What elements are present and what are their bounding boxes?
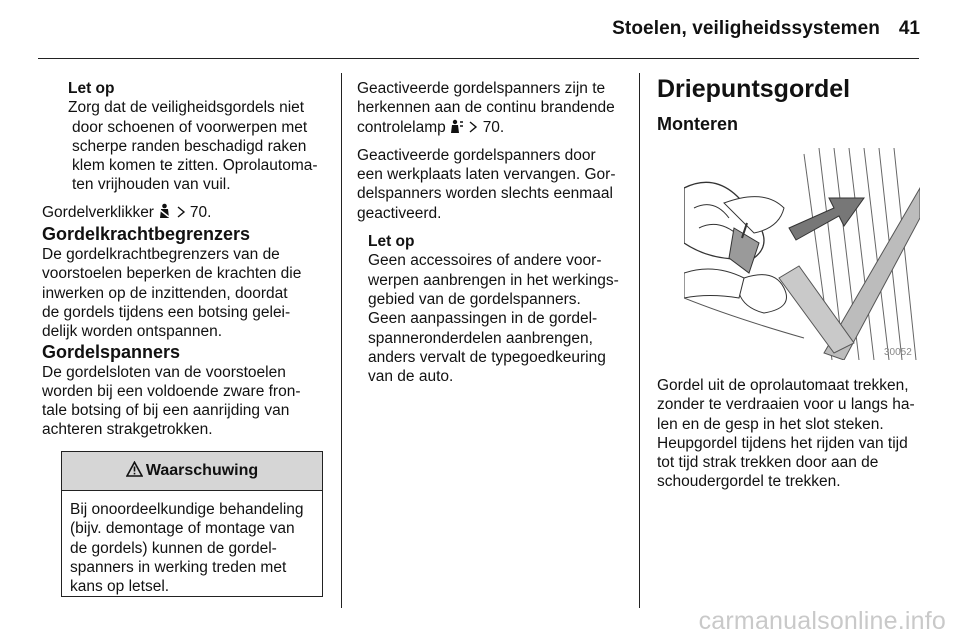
- column-right: [657, 74, 925, 135]
- header-rule: [38, 58, 919, 59]
- note-line: klem komen te zitten. Oprolautoma-: [72, 157, 318, 175]
- limiter-line: inwerken op de inzittenden, doordat: [42, 284, 288, 302]
- p1-last-text: controlelamp: [357, 118, 446, 136]
- para-line: Gordel uit de oprolautomaat trekken,: [657, 377, 909, 394]
- p1-page-ref: 70.: [482, 118, 505, 136]
- note-line: scherpe randen beschadigd raken: [72, 137, 307, 155]
- warning-body: [62, 491, 322, 605]
- note-line: ten vrijhouden van vuil.: [72, 176, 231, 194]
- page-ref-arrow-icon: [468, 120, 478, 139]
- note-line: door schoenen of voorwerpen met: [72, 118, 308, 136]
- figure-code: 30052: [884, 347, 912, 358]
- note-line: Geen aanpassingen in de gordel-: [368, 310, 598, 328]
- note-line: spanneronderdelen aanbrengen,: [368, 329, 593, 347]
- page-ref-arrow-icon: [176, 205, 186, 224]
- note-block-2: [357, 232, 632, 386]
- p1-line: Geactiveerde gordelspanners zijn te: [357, 80, 606, 97]
- limiter-heading: Gordelkrachtbegrenzers: [42, 224, 251, 245]
- clicker-text: Gordelverklikker: [42, 203, 154, 221]
- p2-line: geactiveerd.: [357, 204, 442, 222]
- p2-line: Geactiveerde gordelspanners door: [357, 146, 596, 164]
- note-label: Let op: [368, 233, 415, 251]
- clicker-page-ref: 70.: [189, 203, 212, 221]
- para-line: len en de gesp in het slot steken.: [657, 415, 884, 433]
- watermark: carmanualsonline.info: [698, 607, 946, 635]
- clicker-line: [42, 203, 332, 224]
- warning-line: de gordels) kunnen de gordel-: [70, 539, 277, 557]
- p1-line: herkennen aan de continu brandende: [357, 99, 615, 117]
- tensioner-line: De gordelsloten van de voorstoelen: [42, 363, 286, 381]
- warning-line: (bijv. demontage of montage van: [70, 520, 295, 538]
- para-line: Heupgordel tijdens het rijden van tijd: [657, 434, 908, 452]
- page-number: 41: [898, 18, 920, 39]
- column-middle: [357, 79, 632, 386]
- column-divider-left: [341, 73, 342, 608]
- limiter-line: De gordelkrachtbegrenzers van de: [42, 246, 280, 264]
- note-line: gebied van de gordelspanners.: [368, 290, 581, 308]
- para-line: schoudergordel te trekken.: [657, 473, 841, 491]
- seatbelt-tensioner-warning-icon: [450, 119, 464, 139]
- limiter-line: voorstoelen beperken de krachten die: [42, 265, 302, 283]
- column-right-para: [657, 376, 925, 492]
- warning-triangle-icon: [126, 461, 143, 482]
- seatbelt-illustration-svg: [684, 148, 920, 360]
- note-line: van de auto.: [368, 368, 454, 386]
- warning-line: kans op letsel.: [70, 578, 170, 596]
- section-heading: Driepuntsgordel: [657, 75, 851, 103]
- warning-box: [61, 451, 323, 597]
- p2-line: delspanners worden slechts eenmaal: [357, 185, 613, 203]
- note-line: Geen accessoires of andere voor-: [368, 252, 602, 270]
- column-left: [42, 79, 332, 440]
- p2-line: een werkplaats laten vervangen. Gor-: [357, 166, 616, 184]
- note-line: Zorg dat de veiligheidsgordels niet: [68, 99, 305, 117]
- seatbelt-illustration: [684, 148, 920, 360]
- p1-line-last: [357, 118, 632, 139]
- seatbelt-reminder-icon: [158, 203, 171, 224]
- note-line: anders vervalt de typegoedkeuring: [368, 348, 606, 366]
- warning-title: Waarschuwing: [145, 462, 259, 479]
- tensioner-line: achteren strakgetrokken.: [42, 421, 213, 439]
- tensioner-line: worden bij een voldoende zware fron-: [42, 382, 301, 400]
- tensioner-heading: Gordelspanners: [42, 341, 181, 362]
- limiter-line: delijk worden ontspannen.: [42, 323, 223, 341]
- para-line: zonder te verdraaien voor u langs ha-: [657, 396, 915, 414]
- note-label: Let op: [68, 80, 115, 97]
- tensioner-line: tale botsing of bij een aanrijding van: [42, 402, 290, 420]
- limiter-line: de gordels tijdens een botsing gelei-: [42, 303, 291, 321]
- para-line: tot tijd strak trekken door aan de: [657, 454, 879, 472]
- note-line: werpen aanbrengen in het werkings-: [368, 271, 619, 289]
- warning-line: Bij onoordeelkundige behandeling: [70, 501, 304, 518]
- warning-header: [62, 452, 322, 491]
- note-block: [42, 79, 332, 195]
- page-header-title: Stoelen, veiligheidssystemen: [612, 18, 880, 39]
- column-divider-right: [639, 73, 640, 608]
- section-subheading: Monteren: [657, 114, 738, 134]
- warning-line: spanners in werking treden met: [70, 558, 287, 576]
